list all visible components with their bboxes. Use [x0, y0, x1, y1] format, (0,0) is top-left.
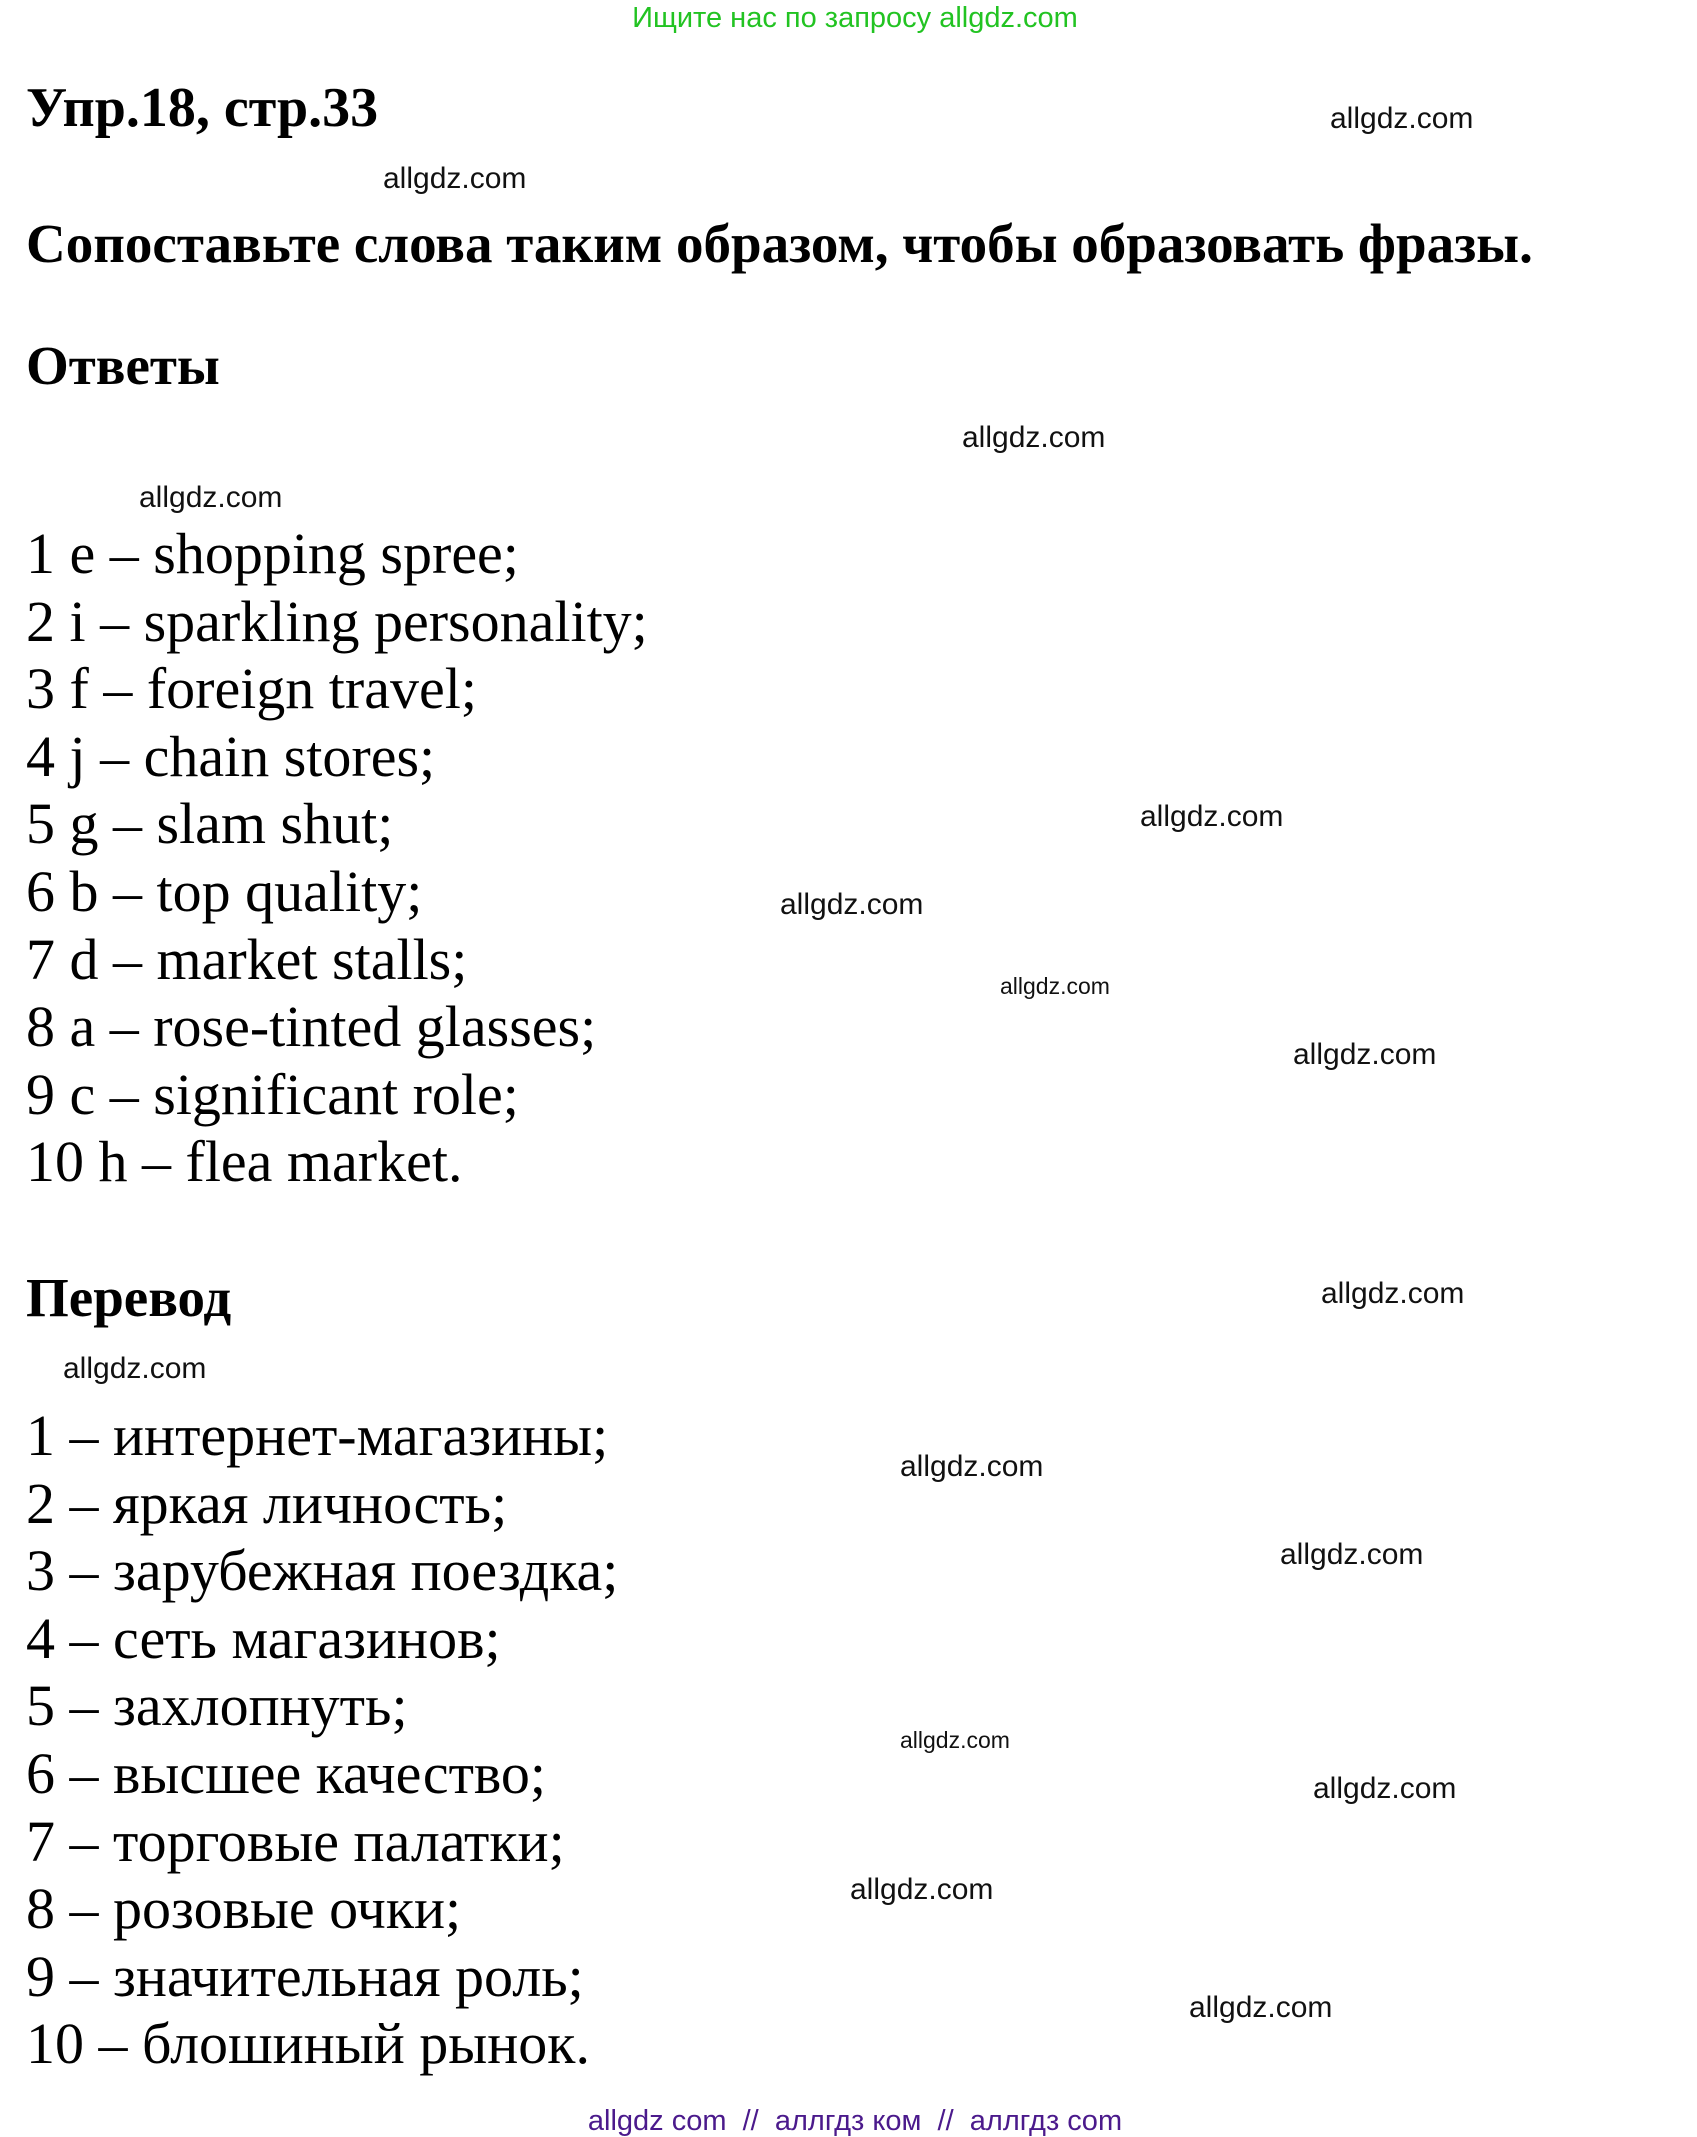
translation-item: 9 – значительная роль; — [26, 1943, 584, 2009]
translation-item: 5 – захлопнуть; — [26, 1673, 408, 1739]
watermark: allgdz.com — [1321, 1277, 1465, 1310]
watermark: allgdz.com — [780, 888, 924, 921]
translation-item: 3 – зарубежная поездка; — [26, 1538, 619, 1604]
exercise-title: Упр.18, стр.33 — [26, 77, 379, 139]
exercise-instruction: Сопоставьте слова таким образом, чтобы образовать фразы. — [26, 213, 1533, 274]
answer-item: 7 d – market stalls; — [26, 926, 468, 992]
search-banner: Ищите нас по запросу allgdz.com — [632, 2, 1078, 34]
translation-item: 2 – яркая личность; — [26, 1470, 508, 1536]
answer-item: 6 b – top quality; — [26, 859, 423, 924]
answers-heading: Ответы — [26, 335, 220, 396]
footer-links: allgdz com // аллгдз ком // аллгдз com — [587, 2105, 1123, 2137]
translation-item: 10 – блошиный рынок. — [26, 2011, 590, 2077]
watermark: allgdz.com — [383, 162, 527, 195]
answer-item: 3 f – foreign travel; — [26, 656, 477, 722]
watermark: allgdz.com — [900, 1450, 1044, 1483]
answer-item: 1 e – shopping spree; — [26, 521, 519, 586]
translation-item: 7 – торговые палатки; — [26, 1808, 565, 1874]
translation-item: 4 – сеть магазинов; — [26, 1605, 501, 1671]
watermark: allgdz.com — [1280, 1538, 1424, 1571]
watermark: allgdz.com — [1293, 1038, 1437, 1071]
watermark: allgdz.com — [850, 1873, 994, 1906]
watermark: allgdz.com — [1000, 973, 1110, 999]
translation-item: 1 – интернет-магазины; — [26, 1403, 609, 1468]
answer-item: 4 j – chain stores; — [26, 723, 436, 789]
translation-heading: Перевод — [26, 1267, 232, 1328]
watermark: allgdz.com — [962, 421, 1106, 454]
watermark: allgdz.com — [63, 1352, 207, 1385]
translation-item: 6 – высшее качество; — [26, 1741, 547, 1806]
answer-item: 9 c – significant role; — [26, 1061, 519, 1127]
watermark: allgdz.com — [1313, 1772, 1457, 1805]
answer-item: 2 i – sparkling personality; — [26, 588, 648, 654]
watermark: allgdz.com — [900, 1727, 1010, 1753]
answer-item: 8 a – rose-tinted glasses; — [26, 994, 597, 1060]
watermark: allgdz.com — [1330, 102, 1474, 135]
watermark: allgdz.com — [1189, 1991, 1333, 2024]
watermark: allgdz.com — [139, 481, 283, 514]
watermark: allgdz.com — [1140, 800, 1284, 833]
translation-item: 8 – розовые очки; — [26, 1876, 462, 1942]
answer-item: 10 h – flea market. — [26, 1129, 463, 1195]
answer-item: 5 g – slam shut; — [26, 791, 394, 857]
